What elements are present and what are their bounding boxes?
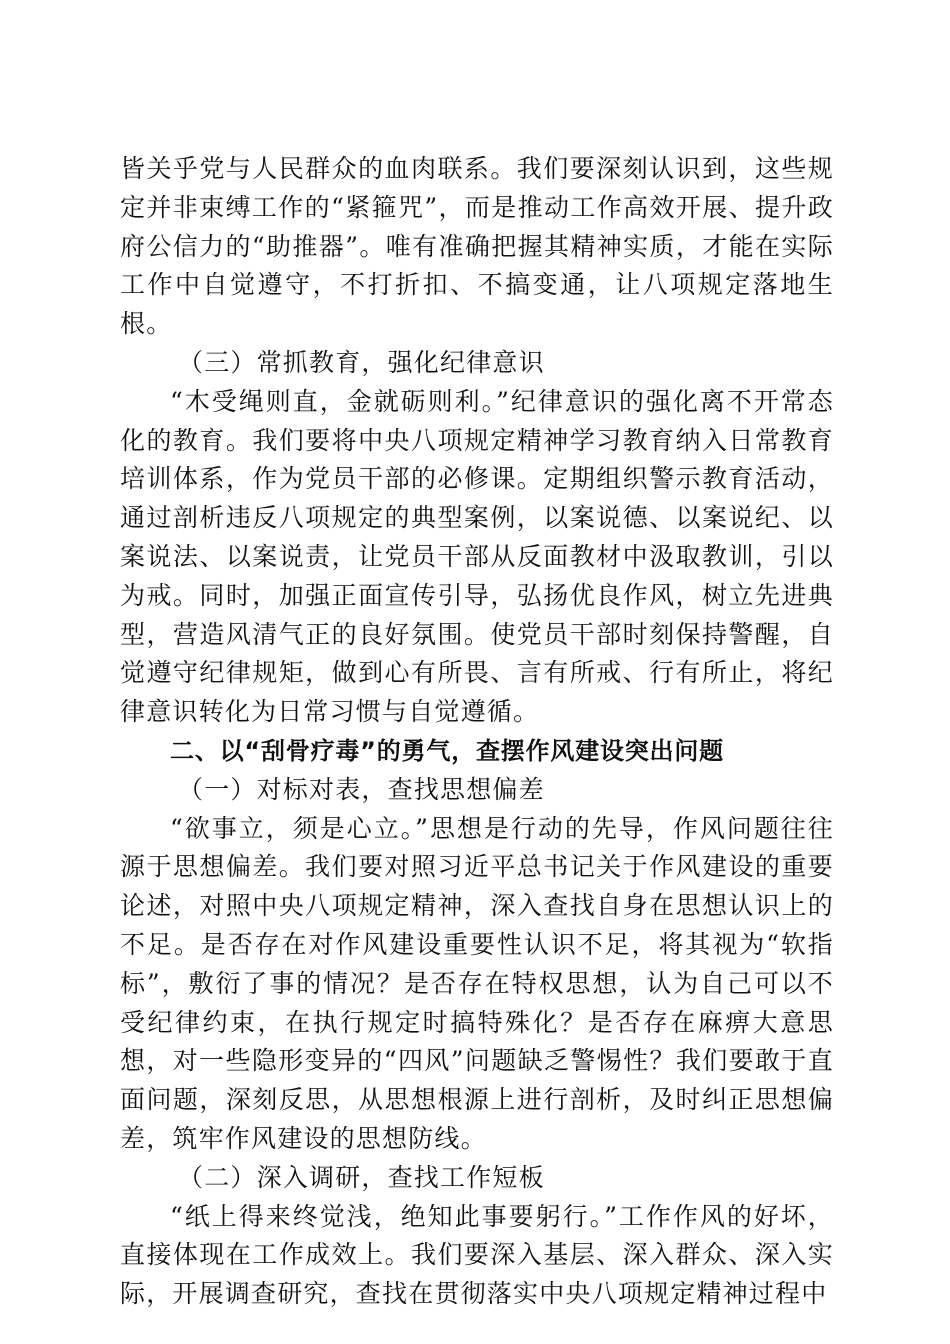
section-2-heading: 二、以“刮骨疗毒”的勇气，查摆作风建设突出问题: [170, 736, 724, 765]
subsection-3-heading: （三）常抓教育，强化纪律意识: [178, 347, 545, 377]
section-2-sub-2-heading: （二）深入调研，查找工作短板: [178, 1162, 545, 1192]
section-2-sub-1-heading: （一）对标对表，查找思想偏差: [178, 774, 545, 804]
subsection-3-paragraph: “木受绳则直，金就砺则利。”纪律意识的强化离不开常态化的教育。我们要将中央八项规定精神学习教育纳入日常教育培训体系，作为党员干部的必修课。定期组织警示教育活动，通过剖析违反八项规定的典型案例，以案说德、以案说纪、以案说法、以案说责，让党员干部从反面教材中汲取教训，引以为戒。同时，加强正面宣传引导，弘扬优良作风，树立先进典型，营造风清气正的良好氛围。使党员干部时刻保持警醒，自觉遵守纪律规矩，做到心有所畏、言有所戒、行有所止，将纪律意识转化为日常习惯与自觉遵循。: [120, 386, 834, 727]
section-2-sub-2-paragraph: “纸上得来终觉浅，绝知此事要躬行。”工作作风的好坏，直接体现在工作成效上。我们要深入基层、深入群众、深入实际，开展调查研究，查找在贯彻落实中央八项规定精神过程中: [120, 1201, 834, 1309]
document-page: [120, 150, 834, 1314]
continuation-paragraph: 皆关乎党与人民群众的血肉联系。我们要深刻认识到，这些规定并非束缚工作的“紧箍咒”，而是推动工作高效开展、提升政府公信力的“助推器”。唯有准确把握其精神实质，才能在实际工作中自觉遵守，不打折扣、不搞变通，让八项规定落地生根。: [120, 154, 834, 339]
section-2-sub-1-paragraph: “欲事立，须是心立。”思想是行动的先导，作风问题往往源于思想偏差。我们要对照习近平总书记关于作风建设的重要论述，对照中央八项规定精神，深入查找自身在思想认识上的不足。是否存在对作风建设重要性认识不足，将其视为“软指标”，敷衍了事的情况？是否存在特权思想，认为自己可以不受纪律约束，在执行规定时搞特殊化？是否存在麻痹大意思想，对一些隐形变异的“四风”问题缺乏警惕性？我们要敢于直面问题，深刻反思，从思想根源上进行剖析，及时纠正思想偏差，筑牢作风建设的思想防线。: [120, 813, 834, 1153]
